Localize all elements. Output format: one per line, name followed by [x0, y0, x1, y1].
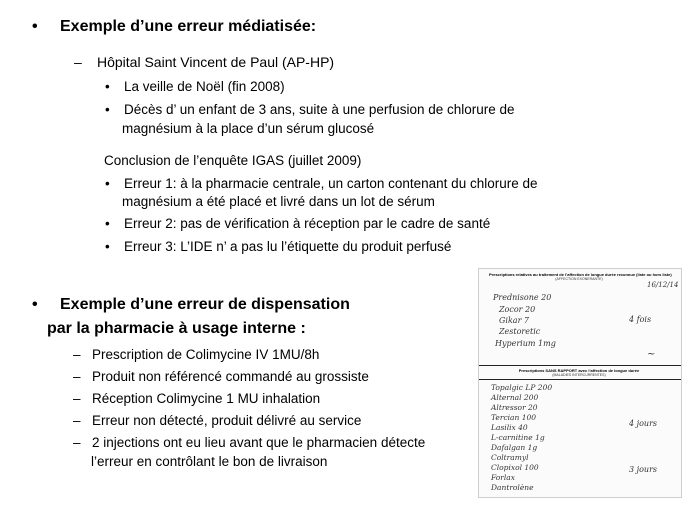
- case-item: Erreur non détecté, produit délivré au service: [92, 413, 362, 428]
- bullet-marker: •: [105, 239, 110, 254]
- rx-line: Topalgic LP 200: [491, 383, 553, 392]
- case-item-continued: l’erreur en contrôlant le bon de livraison: [91, 454, 328, 469]
- case-item: Réception Colimycine 1 MU inhalation: [92, 391, 321, 406]
- dash-marker: –: [73, 413, 81, 428]
- rx-top-subtitle: (AFFECTION EXONERANTE): [555, 277, 603, 281]
- dash-marker: –: [73, 369, 81, 384]
- rx-line: Prednisone 20: [493, 293, 552, 302]
- bullet-marker: •: [105, 79, 110, 94]
- bullet-marker: •: [105, 216, 110, 231]
- bullet-marker: •: [32, 18, 38, 35]
- rx-line: Zestoretic: [499, 327, 541, 336]
- case-item: Produit non référencé commandé au grossiste: [92, 369, 369, 384]
- rx-line: Hyperium 1mg: [495, 339, 556, 348]
- rx-line: Altressor 20: [491, 403, 538, 412]
- rx-date: 16/12/14: [647, 281, 679, 289]
- bullet-marker: •: [105, 102, 110, 117]
- rx-line: L-carnitine 1g: [491, 433, 545, 442]
- rx-side-note: 4 fois: [629, 315, 652, 324]
- fact-item: La veille de Noël (fin 2008): [124, 79, 285, 94]
- bullet-marker: •: [105, 176, 110, 191]
- rx-line: Alternal 200: [491, 393, 539, 402]
- case-item: Prescription de Colimycine IV 1MU/8h: [92, 347, 320, 362]
- rx-line: Clopixol 100: [491, 463, 539, 472]
- fact-item-continued: magnésium à la place d’un sérum glucosé: [122, 121, 375, 136]
- signature-mark: ~: [647, 349, 656, 360]
- rx-line: Dantrolène: [491, 483, 534, 492]
- dash-marker: –: [73, 391, 81, 406]
- bullet-marker: •: [32, 296, 38, 313]
- rx-line: Zocor 20: [499, 305, 536, 314]
- error-item: Erreur 1: à la pharmacie centrale, un carton contenant du chlorure de: [124, 176, 538, 191]
- rx-divider: [479, 365, 681, 366]
- rx-top-title: Prescriptions relatives au traitement de l’affection de longue durée reconnue (liste ou hors liste): [489, 272, 672, 277]
- dash-marker: –: [74, 54, 82, 70]
- case-item: 2 injections ont eu lieu avant que le pharmacien détecte: [92, 435, 426, 450]
- rx-side-note: 4 jours: [629, 419, 658, 428]
- conclusion-title: Conclusion de l’enquête IGAS (juillet 2009): [104, 153, 362, 168]
- rx-bottom-subtitle: (MALADIES INTERCURRENTES): [552, 373, 606, 377]
- dash-marker: –: [73, 435, 81, 450]
- section2-heading-continued: par la pharmacie à usage interne :: [47, 320, 306, 337]
- hospital-name: Hôpital Saint Vincent de Paul (AP-HP): [97, 54, 335, 70]
- rx-line: Dafalgan 1g: [491, 443, 538, 452]
- section1-heading: Exemple d’une erreur médiatisée:: [60, 18, 317, 35]
- rx-line: Forlax: [491, 473, 515, 482]
- rx-bottom-title: Prescriptions SANS RAPPORT avec l’affection de longue durée: [518, 368, 640, 373]
- error-item: Erreur 2: pas de vérification à réception par le cadre de santé: [124, 216, 491, 231]
- error-item: Erreur 3: L’IDE n’ a pas lu l’étiquette du produit perfusé: [124, 239, 452, 254]
- prescription-image: [478, 268, 682, 498]
- fact-item: Décès d’ un enfant de 3 ans, suite à une perfusion de chlorure de: [124, 102, 515, 117]
- rx-line: Tercian 100: [491, 413, 537, 422]
- rx-line: Coltramyl: [491, 453, 529, 462]
- section2-heading: Exemple d’une erreur de dispensation: [60, 296, 350, 313]
- dash-marker: –: [73, 347, 81, 362]
- rx-side-note: 3 jours: [629, 465, 658, 474]
- rx-line: Gikar 7: [499, 316, 530, 325]
- rx-divider: [479, 379, 681, 380]
- rx-line: Lasilix 40: [491, 423, 528, 432]
- error-item-continued: magnésium a été placé et livré dans un lot de sérum: [122, 194, 435, 209]
